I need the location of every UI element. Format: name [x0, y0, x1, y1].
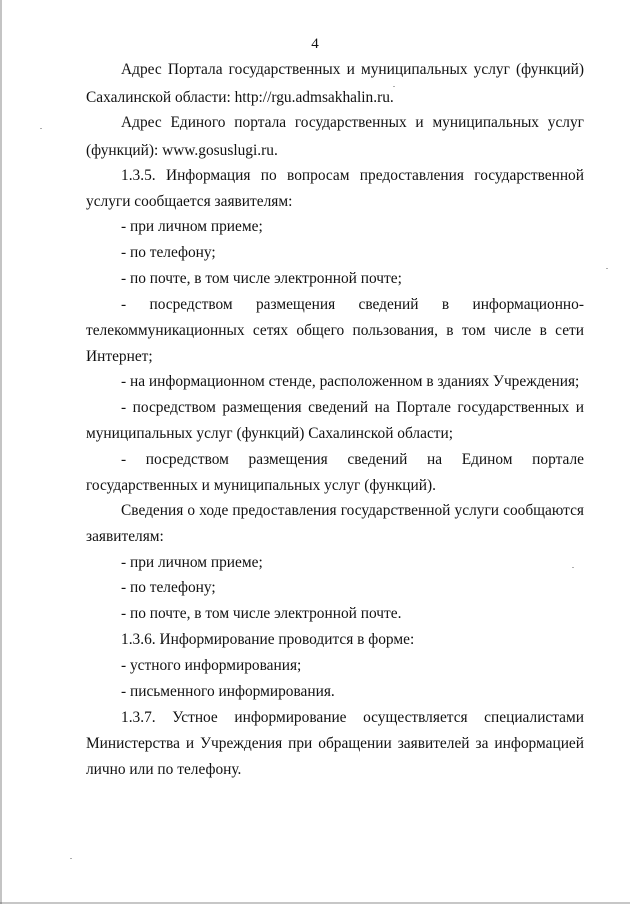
text-line: муниципальных услуг (функций) Сахалинской области;	[86, 425, 454, 442]
text-line: - устного информирования;	[121, 657, 302, 674]
scan-speck	[40, 128, 42, 129]
text-line: Сахалинской области: http://rgu.admsakhalin.ru.	[86, 89, 394, 106]
text-line: Сведения о ходе предоставления государственной услуги сообщаются	[121, 502, 584, 519]
text-line: - по телефону;	[121, 244, 216, 261]
text-line: услуги сообщается заявителям:	[86, 193, 293, 210]
text-line: государственных и муниципальных услуг (функций).	[86, 477, 436, 494]
text-line: - посредством размещения сведений на Едином портале	[121, 451, 584, 468]
text-line: - по телефону;	[121, 579, 216, 596]
scan-edge-left	[0, 0, 2, 904]
text-line: Министерства и Учреждения при обращении заявителей за информацией	[86, 735, 584, 752]
text-line: телекоммуникационных сетях общего пользования, в том числе в сети	[86, 322, 584, 339]
text-line: - по почте, в том числе электронной почте;	[121, 270, 402, 287]
text-line: 1.3.5. Информация по вопросам предоставления государственной	[121, 167, 584, 184]
text-line: 1.3.6. Информирование проводится в форме:	[121, 631, 415, 648]
text-line: лично или по телефону.	[86, 761, 242, 778]
scan-speck	[572, 567, 574, 568]
scan-speck	[70, 858, 72, 859]
text-line: 1.3.7. Устное информирование осуществляется специалистами	[121, 709, 584, 726]
text-line: - при личном приеме;	[121, 554, 263, 571]
text-line: Адрес Единого портала государственных и муниципальных услуг	[121, 114, 584, 131]
text-line: Интернет;	[86, 348, 153, 365]
text-line: - по почте, в том числе электронной почте.	[121, 605, 402, 622]
text-line: заявителям:	[86, 528, 164, 545]
text-line: - на информационном стенде, расположенном в зданиях Учреждения;	[121, 373, 580, 390]
text-line: (функций): www.gosuslugi.ru.	[86, 142, 278, 159]
text-line: - посредством размещения сведений на Портале государственных и	[121, 399, 584, 416]
text-line: - посредством размещения сведений в информационно-	[121, 296, 584, 313]
scan-speck	[393, 86, 395, 87]
text-line: - письменного информирования.	[121, 683, 335, 700]
text-line: Адрес Портала государственных и муниципальных услуг (функций)	[121, 61, 584, 78]
page-number: 4	[311, 36, 319, 52]
text-line: - при личном приеме;	[121, 218, 263, 235]
scan-speck	[606, 268, 608, 269]
